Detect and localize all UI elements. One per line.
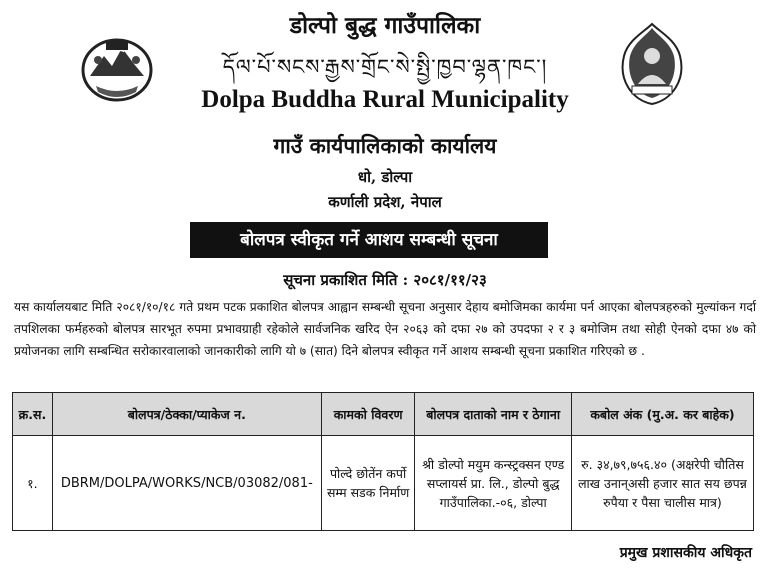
header-sn: क्र.स.: [13, 393, 53, 436]
signature: प्रमुख प्रशासकीय अधिकृत: [619, 545, 752, 561]
address-line-1: धो, डोल्पा: [357, 168, 413, 186]
header-bidder: बोलपत्र दाताको नाम र ठेगाना: [415, 393, 572, 436]
cell-sn: १.: [13, 436, 53, 531]
tender-table: [12, 392, 754, 531]
title-tibetan: དོལ་པོ་སངས་རྒྱས་གྲོང་སེ་སྤྱི་ཁྱབ་ལྷན་ཁང་།: [222, 55, 548, 79]
letterhead: [0, 0, 770, 260]
cell-work: पोल्दे छोतेंन कर्पो सम्म सडक निर्माण: [321, 436, 415, 531]
title-english: Dolpa Buddha Rural Municipality: [201, 86, 569, 113]
notice-heading: बोलपत्र स्वीकृत गर्ने आशय सम्बन्धी सूचना: [190, 222, 548, 258]
header-package: बोलपत्र/ठेक्का/प्याकेज न.: [52, 393, 321, 436]
title-nepali: डोल्पो बुद्ध गाउँपालिका: [289, 12, 481, 39]
table-row: [13, 436, 754, 531]
office-title: गाउँ कार्यपालिकाको कार्यालय: [273, 133, 497, 158]
table-header-row: [13, 393, 754, 436]
notice-body: यस कार्यालयबाट मिति २०८१/१०/१८ गते प्रथम पटक प्रकाशित बोलपत्र आह्वान सम्बन्धी सूचना अनुसार देहाय बमोजिमका कार्यमा पर्न आएका बोलपत्रहरुको मुल्यांकन गर्दा तपशिलका फर्महरुको बोलपत्र सारभूत रुपमा प्रभावग्राही रहेकोले सार्वजनिक खरिद ऐन २०६३ को दफा २७ को उपदफा २ र ३ बमोजिम तथा सोही ऐनको दफा ४७ को प्रयोजनका लागि सम्बन्धित सरोकारवालाको जानकारीको लागि यो ७ (सात) दिने बोलपत्र स्वीकृत गर्ने आशय सम्बन्धी सूचना प्रकाशित गरिएको छ .: [14, 300, 756, 358]
cell-bidder: श्री डोल्पो मयुम कन्स्ट्रक्सन एण्ड सप्लायर्स प्रा. लि., डोल्पो बुद्ध गाउँपालिका.-०६, डोल्पा: [415, 436, 572, 531]
address-line-2: कर्णाली प्रदेश, नेपाल: [328, 193, 442, 211]
cell-package: DBRM/DOLPA/WORKS/NCB/03082/081-: [52, 436, 321, 531]
header-work: कामको विवरण: [321, 393, 415, 436]
published-date: सूचना प्रकाशित मिति : २०८१/११/२३: [283, 271, 487, 289]
header-amount: कबोल अंक (मु.अ. कर बाहेक): [571, 393, 753, 436]
cell-amount: रु. ३४,७९,७५६.४० (अक्षरेपी चौतिस लाख उनान्असी हजार सात सय छपन्न रुपैया र पैसा चालीस मात्र): [571, 436, 753, 531]
